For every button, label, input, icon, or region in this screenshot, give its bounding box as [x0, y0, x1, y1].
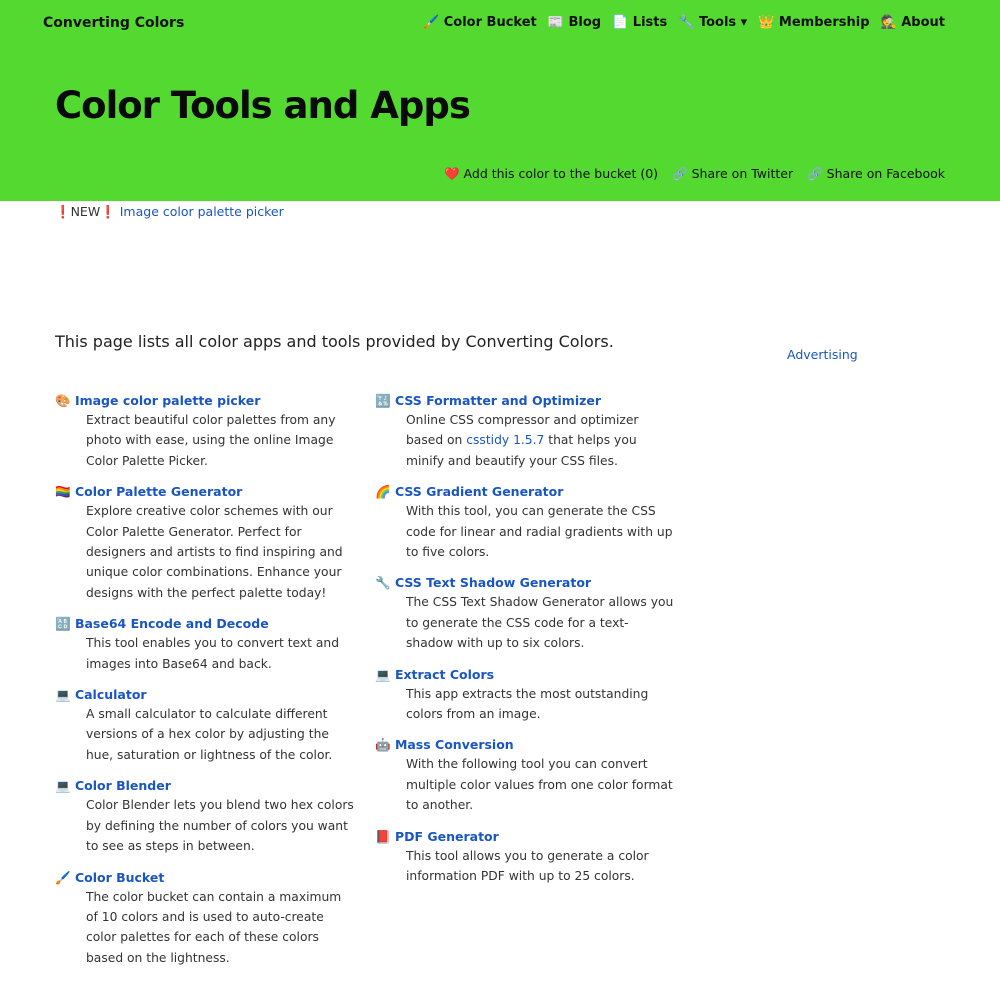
tool-icon: 🤖	[375, 737, 391, 753]
tool-item	[375, 736, 675, 815]
tool-title-text: CSS Formatter and Optimizer	[394, 393, 602, 408]
tool-title[interactable]	[375, 483, 675, 501]
tool-description	[55, 501, 355, 603]
main-nav	[423, 15, 945, 30]
tool-title-text: CSS Text Shadow Generator	[394, 575, 592, 591]
nav-icon: 📄	[612, 15, 629, 30]
tool-title-text: Extract Colors	[394, 666, 495, 682]
nav-icon: 📰	[547, 15, 564, 30]
tool-title[interactable]	[375, 574, 675, 592]
link-icon: 🔗	[807, 166, 823, 181]
brand-logo[interactable]: Converting Colors	[43, 15, 185, 31]
tool-title[interactable]	[55, 869, 355, 887]
tool-item	[55, 686, 355, 765]
nav-icon: 🖌️	[423, 15, 440, 30]
tool-item	[375, 828, 675, 887]
tool-title-text: Color Bucket	[74, 869, 165, 885]
tool-item	[55, 483, 355, 603]
tool-title[interactable]	[55, 777, 355, 795]
page-title: Color Tools and Apps	[55, 84, 470, 127]
tool-icon: 🔣	[375, 393, 391, 408]
tool-description	[375, 684, 675, 725]
link-icon: 🔗	[672, 166, 688, 181]
share-bar	[444, 166, 945, 182]
new-label: ❗NEW❗	[55, 204, 116, 219]
nav-item[interactable]	[423, 15, 537, 30]
tool-icon: 🔧	[375, 575, 391, 591]
tool-description	[55, 633, 355, 674]
nav-icon: 🔧	[678, 15, 695, 30]
tool-item	[55, 869, 355, 969]
share-label: Add this color to the bucket (0)	[463, 166, 659, 181]
tool-title[interactable]	[55, 615, 355, 633]
new-link[interactable]: Image color palette picker	[119, 204, 284, 219]
desc-text: With the following tool you can convert multiple color values from one color format to another.	[406, 757, 673, 813]
tool-description	[55, 887, 355, 969]
new-notice	[55, 204, 284, 220]
tool-description	[55, 704, 355, 765]
tool-icon: 🏳️‍🌈	[55, 484, 71, 500]
tool-item	[375, 574, 675, 653]
nav-label: Lists	[632, 15, 668, 30]
tools-column-right	[375, 392, 675, 899]
nav-item[interactable]	[881, 15, 946, 30]
nav-label: Color Bucket	[443, 15, 537, 30]
desc-text: This tool enables you to convert text and images into Base64 and back.	[86, 636, 340, 671]
desc-text: With this tool, you can generate the CSS code for linear and radial gradients with up to five colors.	[406, 504, 673, 560]
desc-text: Online CSS compressor and optimizer based on	[406, 413, 639, 448]
tool-icon: 💻	[55, 778, 71, 794]
share-label: Share on Twitter	[691, 166, 794, 181]
tool-icon: 💻	[375, 666, 391, 682]
nav-item[interactable]	[548, 15, 601, 30]
tool-description	[375, 592, 675, 653]
tool-title[interactable]	[375, 392, 675, 410]
nav-label: Blog	[568, 15, 602, 30]
share-item[interactable]	[807, 166, 945, 182]
tool-item	[375, 483, 675, 562]
tool-title[interactable]	[55, 483, 355, 501]
tool-item	[55, 615, 355, 674]
nav-item[interactable]	[758, 15, 869, 30]
tool-item	[375, 392, 675, 471]
tool-title-text: Base64 Encode and Decode	[74, 616, 269, 632]
desc-text: that helps you minify and beautify your CSS files.	[406, 433, 637, 468]
nav-item[interactable]	[678, 15, 747, 30]
desc-text: Explore creative color schemes with our Color Palette Generator. Perfect for designers and artists to find inspiring and unique color combinations. Enhance your designs with the perfect palette today!	[86, 504, 343, 600]
tool-title[interactable]	[55, 392, 355, 410]
tool-title[interactable]	[375, 828, 675, 846]
tool-icon: 🌈	[375, 484, 391, 500]
tool-item	[375, 666, 675, 725]
tool-item	[55, 777, 355, 856]
desc-text: This tool allows you to generate a color information PDF with up to 25 colors.	[406, 848, 649, 884]
tool-description	[375, 501, 675, 562]
nav-icon: 🕵️	[880, 15, 897, 30]
intro-text: This page lists all color apps and tools provided by Converting Colors.	[55, 332, 614, 351]
desc-text: Color Blender lets you blend two hex colors by defining the number of colors you want to see as steps in between.	[86, 798, 354, 854]
nav-icon: 👑	[758, 15, 775, 30]
tool-description	[375, 410, 675, 471]
share-item[interactable]	[672, 166, 793, 182]
header	[0, 0, 1000, 201]
tool-title[interactable]	[55, 686, 355, 704]
tool-description	[375, 846, 675, 887]
tool-icon: 🔠	[55, 616, 71, 632]
tool-title[interactable]	[375, 736, 675, 754]
desc-text: A small calculator to calculate different versions of a hex color by adjusting the hue, saturation or lightness of the color.	[86, 707, 333, 762]
tool-title-text: Mass Conversion	[394, 737, 514, 753]
nav-label: About	[901, 15, 945, 30]
tool-description	[55, 795, 355, 856]
desc-text: This app extracts the most outstanding colors from an image.	[406, 686, 649, 722]
nav-label: Tools ▾	[698, 15, 748, 30]
tool-icon: 📕	[375, 828, 391, 844]
desc-text: Extract beautiful color palettes from any photo with ease, using the online Image Color Palette Picker.	[86, 413, 336, 468]
tool-title-text: PDF Generator	[394, 828, 499, 844]
desc-text: The CSS Text Shadow Generator allows you to generate the CSS code for a text-shadow with up to six colors.	[406, 595, 674, 651]
tool-title-text: Color Blender	[74, 778, 171, 794]
csstidy-link[interactable]: csstidy 1.5.7	[466, 433, 545, 448]
tool-item	[55, 392, 355, 471]
tool-title-text: CSS Gradient Generator	[394, 484, 564, 500]
tool-icon: 🖌️	[55, 869, 71, 885]
tool-description	[375, 754, 675, 815]
heart-icon: ❤️	[443, 166, 460, 181]
desc-text: The color bucket can contain a maximum of 10 colors and is used to auto-create color palettes for each of these colors based on the lightness.	[86, 889, 342, 965]
share-label: Share on Facebook	[826, 166, 945, 181]
tool-title-text: Color Palette Generator	[74, 484, 243, 500]
advertising-link[interactable]: Advertising	[787, 347, 858, 362]
nav-label: Membership	[778, 15, 870, 30]
tool-icon: 🎨	[55, 393, 71, 408]
tool-title-text: Calculator	[74, 687, 147, 703]
tool-icon: 💻	[55, 687, 71, 703]
nav-item[interactable]	[612, 15, 667, 30]
share-item[interactable]	[444, 166, 658, 182]
tool-title[interactable]	[375, 666, 675, 684]
tools-column-left	[55, 392, 355, 980]
tool-description	[55, 410, 355, 471]
tool-title-text: Image color palette picker	[74, 393, 261, 408]
